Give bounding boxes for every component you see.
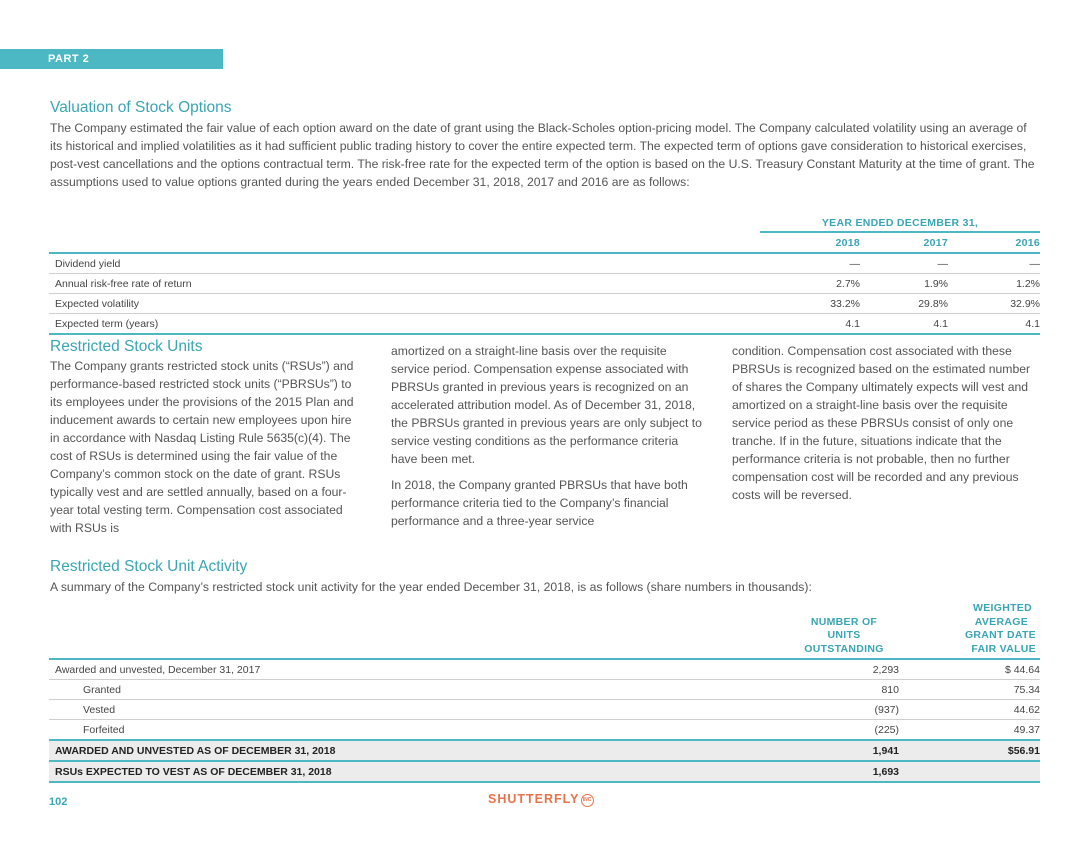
row-label: Expected term (years) <box>49 314 760 335</box>
fair-value: $56.91 <box>899 740 1040 761</box>
logo-badge: INC <box>581 794 594 807</box>
activity-text: A summary of the Company’s restricted stock unit activity for the year ended December 31, 2018, is as follows (share numbers in thousands): <box>50 580 812 594</box>
cell-value: — <box>760 253 860 274</box>
cell-value: 33.2% <box>760 294 860 314</box>
table-row <box>49 720 1040 741</box>
cell-value: 4.1 <box>760 314 860 335</box>
cell-value: 32.9% <box>948 294 1040 314</box>
fair-value: $ 44.64 <box>899 659 1040 680</box>
header-line: WEIGHTED <box>973 602 1032 614</box>
units-value: (225) <box>789 720 899 741</box>
part-label: PART 2 <box>0 49 223 69</box>
fair-value <box>899 761 1040 782</box>
activity-heading: Restricted Stock Unit Activity <box>50 558 248 575</box>
year-header: 2018 <box>760 232 860 253</box>
row-label: Dividend yield <box>49 253 760 274</box>
fair-value: 75.34 <box>899 680 1040 700</box>
row-label: Annual risk-free rate of return <box>49 274 760 294</box>
units-outstanding-header <box>789 602 899 659</box>
valuation-text: The Company estimated the fair value of each option award on the date of grant using the Black-Scholes option-pricing model. The Company calculated volatility using an average of its historical and implied volatilities as it had sufficient public trading history to cover the entire expected term. The expected term of options gave consideration to historical exercises, post-vest cancellations and the options contractual term. The risk-free rate for the expected term of the option is based on the U.S. Treasury Constant Maturity at the time of grant. The assumptions used to value options granted during the years ended December 31, 2018, 2017 and 2016 are as follows: <box>50 121 1035 189</box>
row-label: Awarded and unvested, December 31, 2017 <box>49 659 789 680</box>
table-row <box>49 659 1040 680</box>
rsu-column-1 <box>50 357 360 545</box>
header-line: UNITS <box>827 629 861 642</box>
fair-value: 49.37 <box>899 720 1040 741</box>
total-row <box>49 740 1040 761</box>
rsu-paragraph: The Company grants restricted stock units (“RSUs”) and performance-based restricted stock units (“PBRSUs”) to its employees under the provisions of the 2015 Plan and inducement awards to certain new employees upon hire in accordance with Nasdaq Listing Rule 5635(c)(4). The cost of RSUs is determined using the fair value of the Company’s common stock on the date of grant. RSUs typically vest and are settled annually, based on a four-year total vesting term. Compensation cost associated with RSUs is <box>50 359 354 535</box>
rsu-paragraph: condition. Compensation cost associated with these PBRSUs is recognized based on the estimated number of shares the Company ultimately expects will vest and amortized on a straight-line basis over the requisite service period as these PBRSUs consist of only one tranche. If in the future, situations indicate that the performance criteria is not probable, then no further compensation cost will be recorded and any previous costs will be reversed. <box>732 344 1031 502</box>
year-header: 2017 <box>860 232 948 253</box>
row-label: Granted <box>49 680 789 700</box>
row-label: Expected volatility <box>49 294 760 314</box>
cell-value: 4.1 <box>860 314 948 335</box>
table-row <box>49 314 1040 335</box>
total-row <box>49 761 1040 782</box>
row-label: RSUs EXPECTED TO VEST AS OF DECEMBER 31, 2018 <box>49 761 789 782</box>
rsu-activity-table <box>49 602 1040 783</box>
rsu-column-3 <box>732 342 1042 512</box>
fair-value-header <box>899 602 1040 659</box>
fair-value: 44.62 <box>899 700 1040 720</box>
page-number: 102 <box>49 796 68 808</box>
header-line: GRANT DATE <box>964 629 1036 642</box>
row-label: Vested <box>49 700 789 720</box>
rsu-paragraph: amortized on a straight-line basis over the requisite service period. Compensation expense associated with PBRSUs granted in previous years is recognized on an accelerated attribution model. As of December 31, 2018, the PBRSUs granted in previous years are only subject to service vesting conditions as the performance criteria have been met. <box>391 344 702 466</box>
logo-text: SHUTTERFLY <box>488 792 580 806</box>
units-value: (937) <box>789 700 899 720</box>
cell-value: 1.2% <box>948 274 1040 294</box>
table-row <box>49 680 1040 700</box>
table-row <box>49 253 1040 274</box>
cell-value: 1.9% <box>860 274 948 294</box>
table-row <box>49 700 1040 720</box>
year-header: 2016 <box>948 232 1040 253</box>
rsu-column-2 <box>391 342 703 538</box>
header-line: OUTSTANDING <box>804 642 884 655</box>
shutterfly-logo <box>488 792 594 807</box>
rsu-paragraph: In 2018, the Company granted PBRSUs that have both performance criteria tied to the Company’s financial performance and a three-year service <box>391 478 688 528</box>
table-row <box>49 294 1040 314</box>
year-ended-caption: YEAR ENDED DECEMBER 31, <box>760 214 1040 232</box>
units-value: 2,293 <box>789 659 899 680</box>
table-row <box>49 274 1040 294</box>
units-value: 1,693 <box>789 761 899 782</box>
valuation-heading: Valuation of Stock Options <box>50 99 232 116</box>
header-line: FAIR VALUE <box>971 642 1036 655</box>
cell-value: 4.1 <box>948 314 1040 335</box>
units-value: 1,941 <box>789 740 899 761</box>
cell-value: 2.7% <box>760 274 860 294</box>
cell-value: 29.8% <box>860 294 948 314</box>
options-assumptions-table <box>49 214 1040 335</box>
rsu-heading: Restricted Stock Units <box>50 338 203 355</box>
units-value: 810 <box>789 680 899 700</box>
cell-value: — <box>860 253 948 274</box>
row-label: AWARDED AND UNVESTED AS OF DECEMBER 31, 2018 <box>49 740 789 761</box>
header-line: NUMBER OF <box>810 615 878 628</box>
header-line: AVERAGE <box>974 615 1028 628</box>
cell-value: — <box>948 253 1040 274</box>
row-label: Forfeited <box>49 720 789 741</box>
